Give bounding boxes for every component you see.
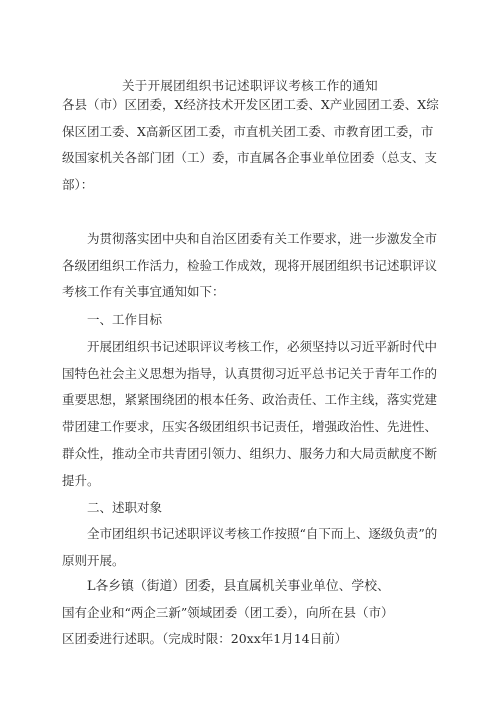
item-1-line-3: 区团委进行述职。（完成时限：20xx年1月14日前） — [62, 631, 348, 646]
section-1-paragraph: 开展团组织书记述职评议考核工作，必须坚持以习近平新时代中国特色社会主义思想为指导，认真贯彻习近平总书记关于青年工作的重要思想，紧紧围绕团的根本任务、政治责任、工作主线，落实党建带团建工作要求，压实各级团组织书记责任，增强政治性、先进性、群众性，推动全市共青团引领力、组织力、服务力和大局贡献度不断提升。 — [62, 339, 438, 488]
section-1-heading: 一、工作目标 — [87, 312, 163, 327]
item-1-line-2: 国有企业和“两企三新”领域团委（团工委），向所在县（市） — [62, 605, 394, 620]
section-2-heading: 二、述职对象 — [87, 500, 163, 515]
addressee-paragraph: 各县（市）区团委，X经济技术开发区团工委、X产业园团工委、X综保区团工委、X高新区团工委，市直机关团工委、市教育团工委，市级国家机关各部门团（工）委，市直属各企事业单位团委（总支、支部）： — [62, 97, 439, 193]
document-title: 关于开展团组织书记述职评议考核工作的通知 — [121, 78, 378, 93]
intro-paragraph: 为贯彻落实团中央和自治区团委有关工作要求，进一步激发全市各级团组织工作活力，检验工作成效，现将开展团组织书记述职评议考核工作有关事宜通知如下： — [62, 231, 438, 300]
item-1-line-1: L各乡镇（街道）团委，县直属机关事业单位、学校、 — [87, 579, 390, 594]
section-2-paragraph: 全市团组织书记述职评议考核工作按照“自下而上、逐级负责”的原则开展。 — [62, 526, 438, 568]
